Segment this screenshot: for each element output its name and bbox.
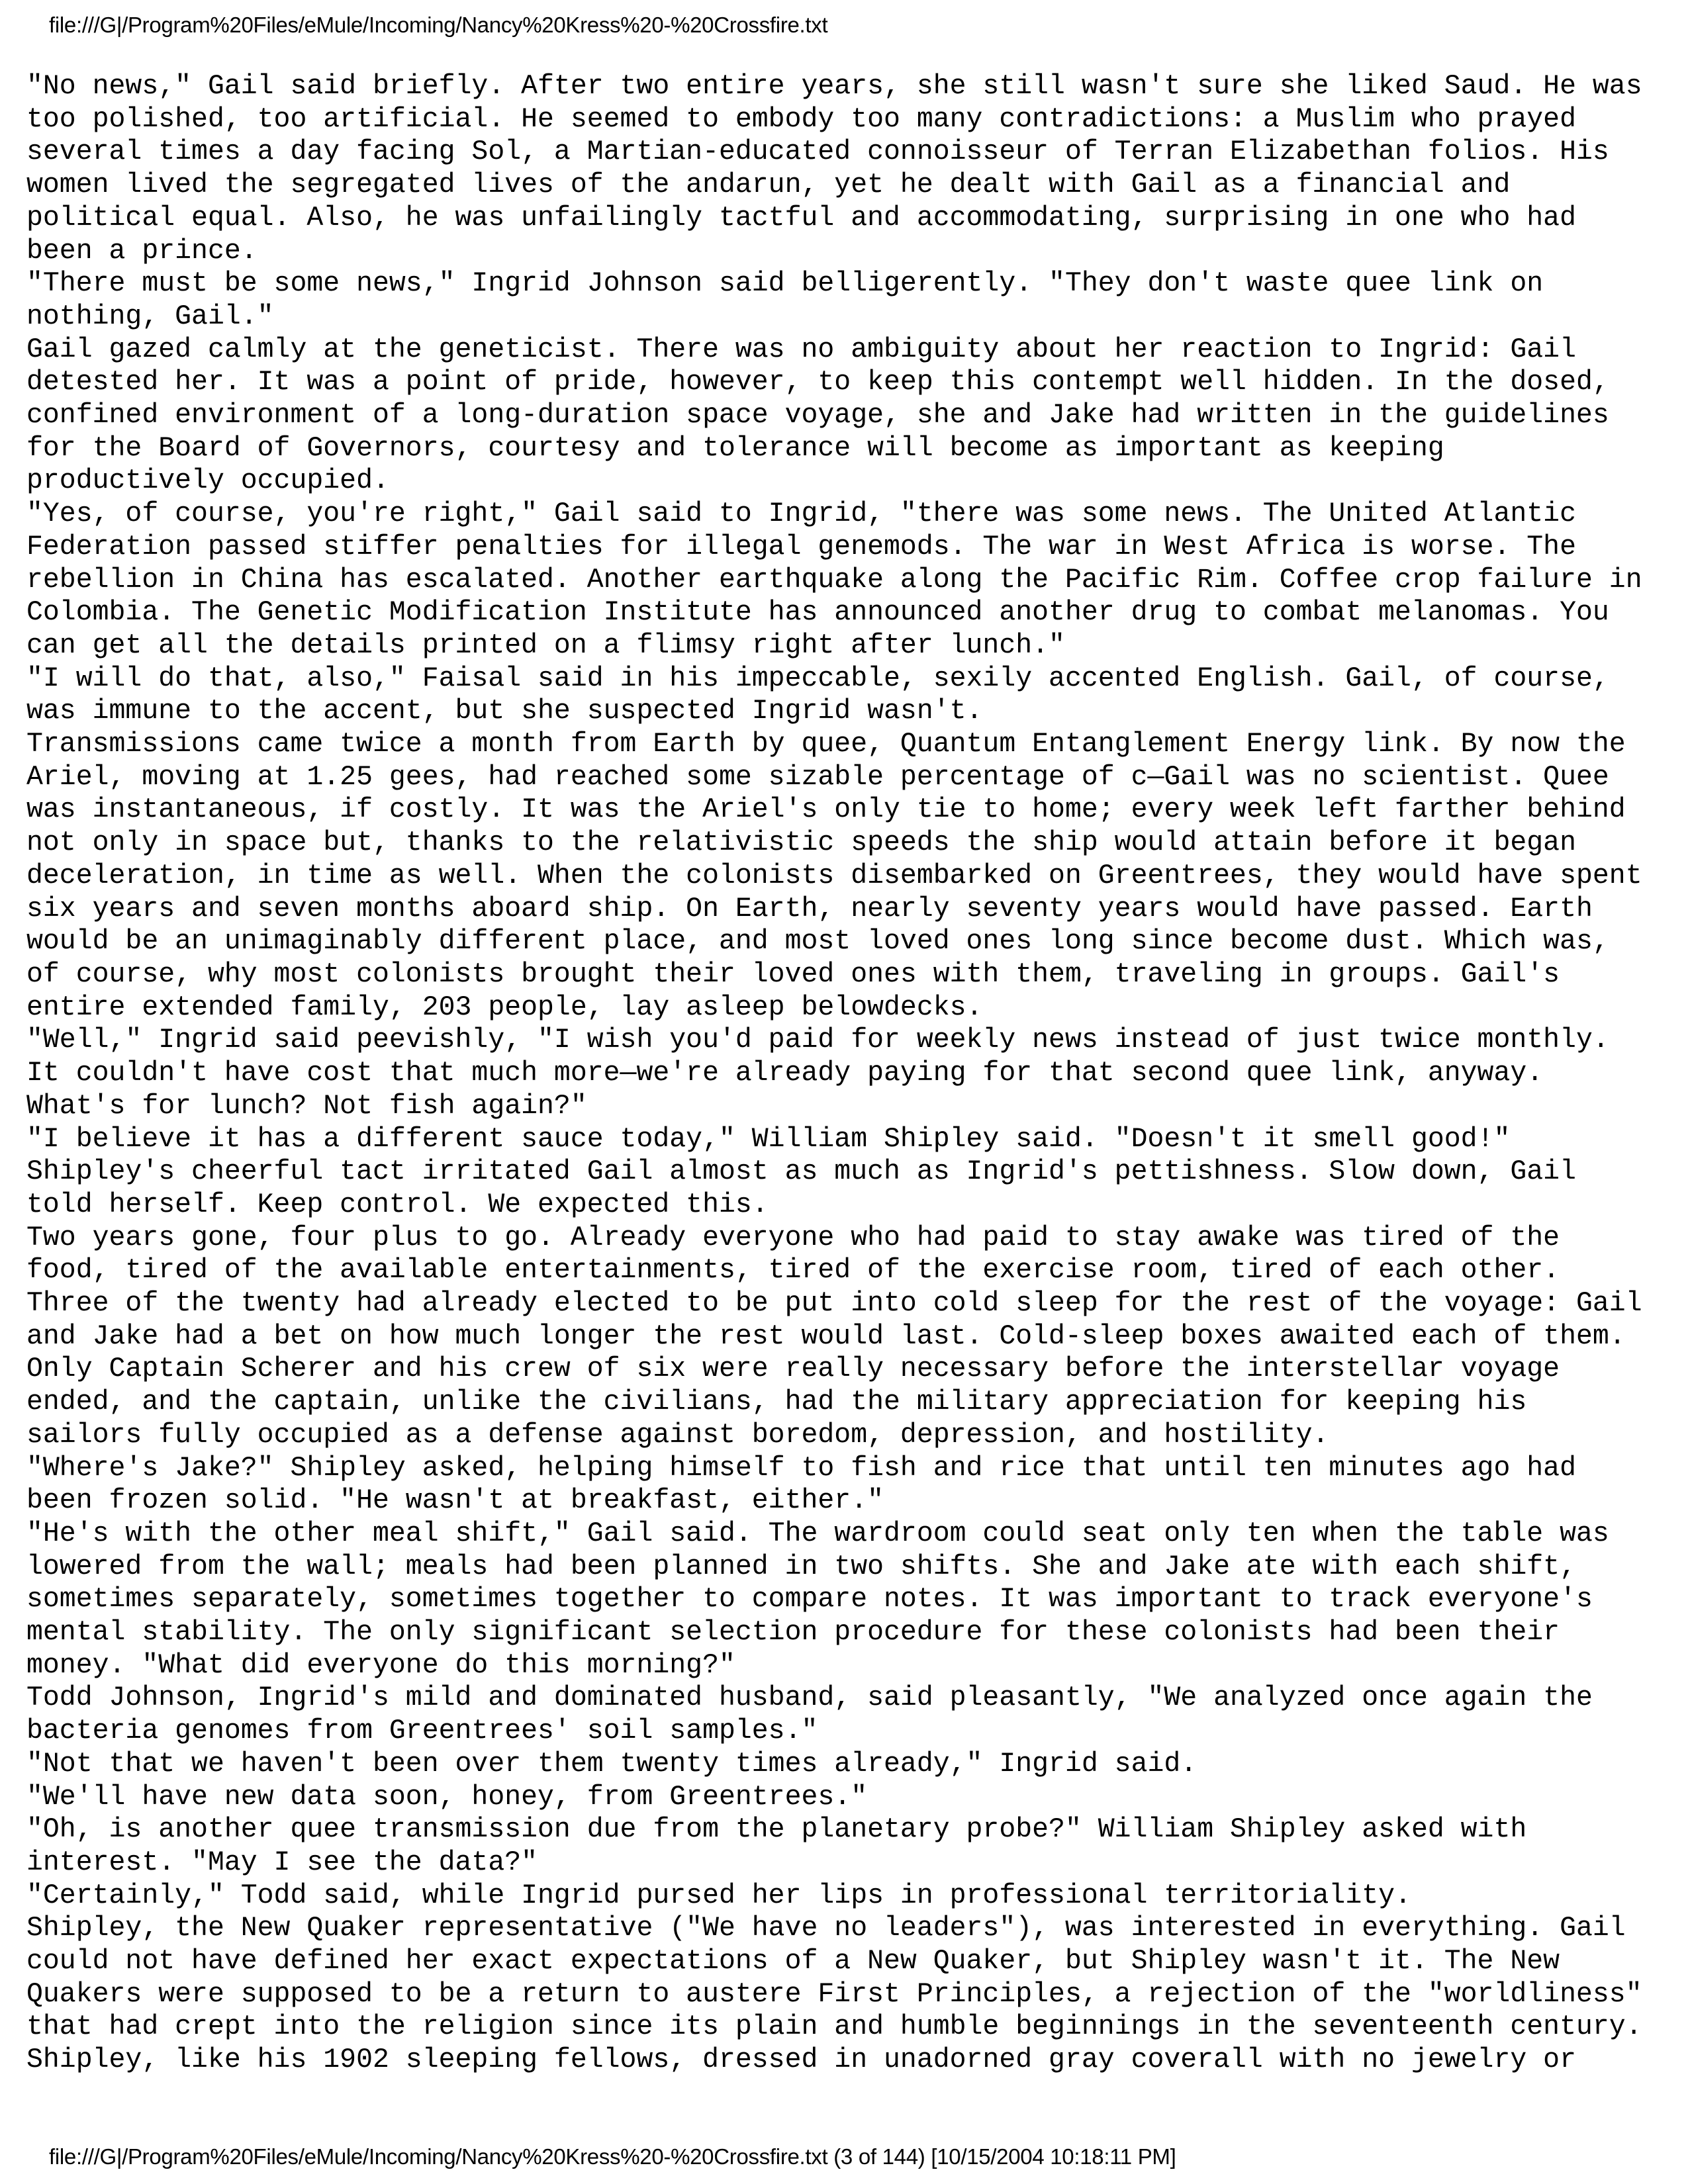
document-line: rebellion in China has escalated. Another earthquake along the Pacific Rim. Coffee crop failure in: [26, 564, 1642, 596]
document-line: Colombia. The Genetic Modification Institute has announced another drug to combat melanomas. You: [26, 597, 1609, 629]
document-line: was instantaneous, if costly. It was the Ariel's only tie to home; every week left farther behind: [26, 794, 1626, 826]
document-line: "There must be some news," Ingrid Johnson said belligerently. "They don't waste quee link on: [26, 268, 1544, 300]
header-file-url: file:///G|/Program%20Files/eMule/Incoming/Nancy%20Kress%20-%20Crossfire.txt: [49, 13, 828, 37]
document-line: productively occupied.: [26, 465, 389, 497]
document-line: Todd Johnson, Ingrid's mild and dominated husband, said pleasantly, "We analyzed once again the: [26, 1682, 1593, 1714]
document-line: women lived the segregated lives of the andarun, yet he dealt with Gail as a financial and: [26, 169, 1511, 201]
document-line: nothing, Gail.": [26, 300, 274, 332]
document-line: mental stability. The only significant selection procedure for these colonists had been their: [26, 1617, 1560, 1649]
document-line: lowered from the wall; meals had been planned in two shifts. She and Jake ate with each shift,: [26, 1551, 1576, 1582]
document-line: of course, why most colonists brought their loved ones with them, traveling in groups. Gail's: [26, 958, 1560, 990]
document-line: "I will do that, also," Faisal said in his impeccable, sexily accented English. Gail, of course,: [26, 662, 1609, 694]
document-line: confined environment of a long-duration space voyage, she and Jake had written in the guidelines: [26, 400, 1609, 432]
document-line: money. "What did everyone do this morning?": [26, 1649, 735, 1681]
document-line: several times a day facing Sol, a Martian-educated connoisseur of Terran Elizabethan folios. His: [26, 136, 1609, 168]
document-line: sailors fully occupied as a defense against boredom, depression, and hostility.: [26, 1419, 1329, 1451]
document-line: Only Captain Scherer and his crew of six were really necessary before the interstellar voyage: [26, 1353, 1560, 1385]
document-line: detested her. It was a point of pride, however, to keep this contempt well hidden. In the dosed,: [26, 367, 1609, 398]
document-line: "Not that we haven't been over them twenty times already," Ingrid said.: [26, 1748, 1197, 1780]
document-line: Shipley, like his 1902 sleeping fellows, dressed in unadorned gray coverall with no jewelry or: [26, 2044, 1576, 2076]
document-line: would be an unimaginably different place, and most loved ones long since become dust. Which was,: [26, 926, 1609, 958]
document-line: "We'll have new data soon, honey, from Greentrees.": [26, 1781, 868, 1813]
document-line: ended, and the captain, unlike the civilians, had the military appreciation for keeping his: [26, 1387, 1527, 1418]
document-line: entire extended family, 203 people, lay asleep belowdecks.: [26, 991, 983, 1023]
document-line: political equal. Also, he was unfailingly tactful and accommodating, surprising in one who had: [26, 202, 1576, 234]
document-line: sometimes separately, sometimes together to compare notes. It was important to track everyone's: [26, 1584, 1593, 1615]
document-line: been frozen solid. "He wasn't at breakfast, either.": [26, 1485, 884, 1517]
document-line: "Certainly," Todd said, while Ingrid pursed her lips in professional territoriality.: [26, 1880, 1411, 1911]
document-line: "I believe it has a different sauce today," William Shipley said. "Doesn't it smell good!": [26, 1123, 1511, 1155]
document-line: deceleration, in time as well. When the colonists disembarked on Greentrees, they would have spent: [26, 860, 1642, 891]
document-line: "Oh, is another quee transmission due from the planetary probe?" William Shipley asked with: [26, 1814, 1527, 1846]
document-line: Gail gazed calmly at the geneticist. There was no ambiguity about her reaction to Ingrid: Gail: [26, 334, 1576, 365]
document-line: for the Board of Governors, courtesy and tolerance will become as important as keeping: [26, 432, 1444, 464]
document-line: Shipley's cheerful tact irritated Gail almost as much as Ingrid's pettishness. Slow down, Gail: [26, 1156, 1576, 1188]
document-line: Ariel, moving at 1.25 gees, had reached some sizable percentage of c—Gail was no scientist. Quee: [26, 761, 1609, 793]
document-line: not only in space but, thanks to the relativistic speeds the ship would attain before it began: [26, 827, 1576, 859]
document-line: Federation passed stiffer penalties for illegal genemods. The war in West Africa is worse. The: [26, 531, 1576, 563]
document-line: "Where's Jake?" Shipley asked, helping himself to fish and rice that until ten minutes ago had: [26, 1452, 1576, 1484]
document-line: Three of the twenty had already elected to be put into cold sleep for the rest of the voyage: Gail: [26, 1288, 1642, 1320]
document-line: It couldn't have cost that much more—we're already paying for that second quee link, anyway.: [26, 1058, 1544, 1089]
document-line: told herself. Keep control. We expected this.: [26, 1189, 769, 1220]
document-line: "No news," Gail said briefly. After two entire years, she still wasn't sure she liked Saud. He was: [26, 71, 1642, 102]
document-line: and Jake had a bet on how much longer the rest would last. Cold-sleep boxes awaited each of them.: [26, 1320, 1626, 1352]
document-line: was immune to the accent, but she suspected Ingrid wasn't.: [26, 696, 983, 727]
document-line: been a prince.: [26, 235, 258, 267]
document-line: too polished, too artificial. He seemed to embody too many contradictions: a Muslim who prayed: [26, 103, 1576, 135]
document-line: bacteria genomes from Greentrees' soil samples.": [26, 1715, 818, 1747]
document-line: "He's with the other meal shift," Gail said. The wardroom could seat only ten when the table was: [26, 1518, 1609, 1549]
footer-page-info: file:///G|/Program%20Files/eMule/Incoming/Nancy%20Kress%20-%20Crossfire.txt (3 of 144) [10/15/2004 10:18:11 PM]: [49, 2144, 1176, 2169]
document-line: can get all the details printed on a flimsy right after lunch.": [26, 629, 1065, 661]
document-line: Shipley, the New Quaker representative ("We have no leaders"), was interested in everything. Gail: [26, 1913, 1626, 1944]
document-line: What's for lunch? Not fish again?": [26, 1090, 587, 1122]
document-line: that had crept into the religion since its plain and humble beginnings in the seventeenth century.: [26, 2011, 1642, 2043]
document-line: Two years gone, four plus to go. Already everyone who had paid to stay awake was tired of the: [26, 1222, 1560, 1253]
document-line: "Well," Ingrid said peevishly, "I wish you'd paid for weekly news instead of just twice monthly.: [26, 1024, 1609, 1056]
document-line: could not have defined her exact expectations of a New Quaker, but Shipley wasn't it. The New: [26, 1946, 1560, 1978]
document-line: six years and seven months aboard ship. On Earth, nearly seventy years would have passed. Earth: [26, 893, 1593, 925]
document-line: "Yes, of course, you're right," Gail said to Ingrid, "there was some news. The United Atlantic: [26, 498, 1576, 530]
document-line: food, tired of the available entertainments, tired of the exercise room, tired of each other.: [26, 1255, 1560, 1287]
document-line: interest. "May I see the data?": [26, 1846, 538, 1878]
document-body: [26, 70, 1668, 2077]
document-line: Transmissions came twice a month from Earth by quee, Quantum Entanglement Energy link. By now the: [26, 729, 1626, 760]
document-line: Quakers were supposed to be a return to austere First Principles, a rejection of the "worldliness": [26, 1978, 1642, 2010]
